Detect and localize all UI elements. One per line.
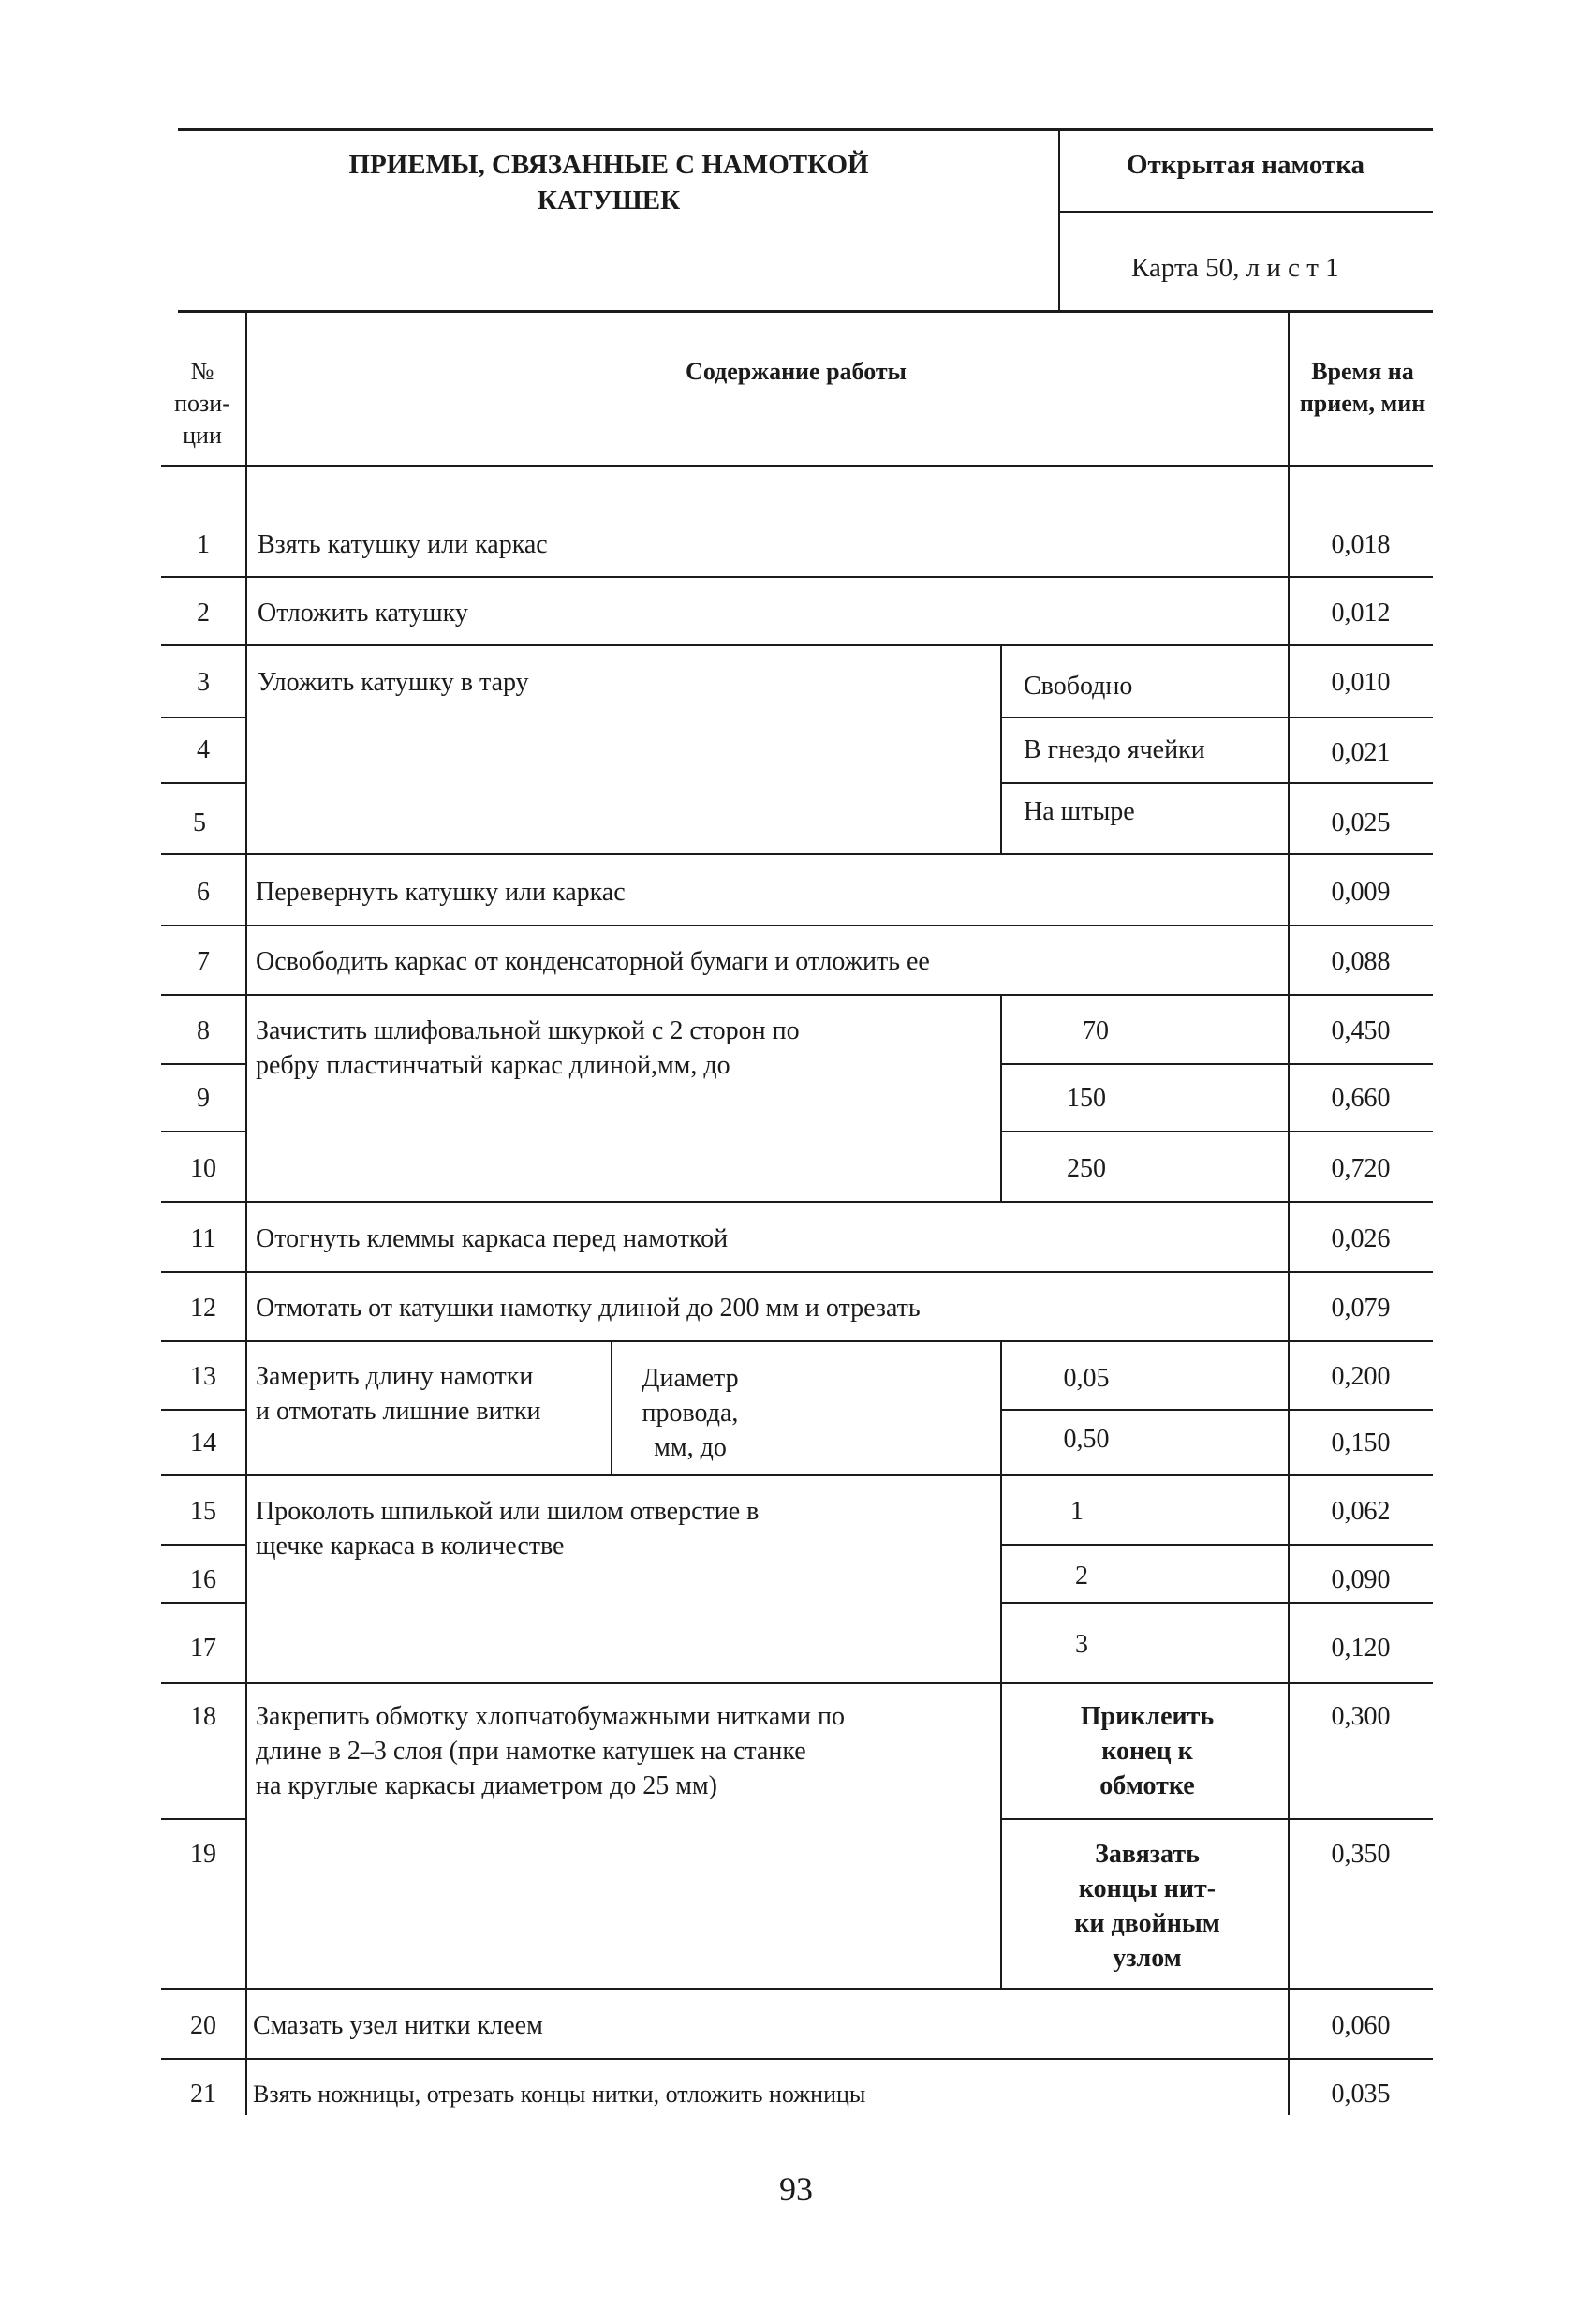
card-number: [1131, 251, 1339, 286]
row-rule-9a: [161, 1131, 247, 1132]
row-rule-10: [161, 1201, 1433, 1203]
row-7-time: 0,088: [1331, 947, 1391, 976]
row-13-number: 13: [190, 1362, 216, 1391]
row-2-number: 2: [197, 599, 210, 628]
row-18-content: Закрепить обмотку хлопчатобумажными нитками по длине в 2–3 слоя (при намотке катушек на станке на круглые каркасы диаметром до 25 мм): [256, 1702, 845, 1800]
header-bottom-rule: [178, 310, 1433, 313]
row-rule-14b: [1000, 1474, 1433, 1476]
row-rule-16b: [1000, 1602, 1433, 1604]
row-12-time: 0,079: [1331, 1294, 1391, 1323]
row-18-time: 0,300: [1331, 1702, 1391, 1731]
row-6-time: 0,009: [1331, 878, 1391, 907]
row-3-content: Уложить катушку в тару: [258, 668, 529, 697]
row-14-time: 0,150: [1331, 1428, 1391, 1458]
row-rule-16a: [161, 1602, 247, 1604]
row-rule-5: [161, 853, 1433, 855]
col-line-time: [1288, 312, 1290, 466]
sub-col-13-14: [611, 1342, 612, 1476]
row-20-number: 20: [190, 2011, 216, 2040]
row-rule-1: [161, 576, 1433, 578]
row-20-content: Смазать узел нитки клеем: [253, 2011, 543, 2040]
row-11-time: 0,026: [1331, 1224, 1391, 1253]
row-5-condition: На штыре: [1024, 797, 1135, 826]
row-11-number: 11: [190, 1224, 216, 1253]
section-title: [309, 147, 908, 218]
row-5-time: 0,025: [1331, 808, 1391, 837]
row-17-number: 17: [190, 1634, 216, 1663]
row-2-content: Отложить катушку: [258, 599, 468, 628]
row-rule-18a: [161, 1818, 247, 1820]
row-rule-13a: [161, 1409, 247, 1411]
row-9-time: 0,660: [1331, 1084, 1391, 1113]
row-17-condition: 3: [1075, 1630, 1088, 1659]
cond-col-8-10: [1000, 996, 1002, 1202]
row-14-condition: 0,50: [1063, 1425, 1110, 1454]
row-1-time: 0,018: [1331, 530, 1391, 559]
row-rule-17: [161, 1682, 1433, 1684]
row-19-condition: Завязать концы нит- ки двойным узлом: [1074, 1840, 1220, 1973]
row-4-number: 4: [197, 735, 210, 764]
row-rule-3b: [1000, 717, 1433, 718]
row-15-condition: 1: [1070, 1497, 1084, 1526]
row-17-time: 0,120: [1331, 1634, 1391, 1663]
row-18-condition: Приклеить конец к обмотке: [1080, 1702, 1215, 1800]
card-label: Карта 50,: [1131, 253, 1240, 283]
row-rule-15b: [1000, 1544, 1433, 1546]
row-rule-3a: [161, 717, 247, 718]
row-18-number: 18: [190, 1702, 216, 1731]
row-20-time: 0,060: [1331, 2011, 1391, 2040]
column-header-rule: [161, 465, 1433, 467]
row-10-time: 0,720: [1331, 1154, 1391, 1183]
row-8-number: 8: [197, 1016, 210, 1045]
body-col-line-pos: [245, 466, 247, 2115]
row-8-time: 0,450: [1331, 1016, 1391, 1045]
row-rule-15a: [161, 1544, 247, 1546]
page-number: 93: [779, 2170, 813, 2208]
row-13-condition: 0,05: [1063, 1364, 1110, 1393]
row-21-time: 0,035: [1331, 2080, 1391, 2109]
row-4-time: 0,021: [1331, 738, 1391, 767]
row-rule-18b: [1000, 1818, 1433, 1820]
row-13-content: Замерить длину намотки и отмотать лишние витки: [256, 1362, 541, 1426]
row-10-number: 10: [190, 1154, 216, 1183]
row-15-content: Проколоть шпилькой или шилом отверстие в щечке каркаса в количестве: [256, 1497, 760, 1561]
row-rule-4b: [1000, 782, 1433, 784]
row-13-time: 0,200: [1331, 1362, 1391, 1391]
row-7-number: 7: [197, 947, 210, 976]
section-title-line2: КАТУШЕК: [537, 185, 681, 215]
row-rule-11: [161, 1271, 1433, 1273]
row-19-time: 0,350: [1331, 1840, 1391, 1869]
row-5-number: 5: [193, 808, 206, 837]
row-rule-20: [161, 2058, 1433, 2060]
row-8-condition: 70: [1083, 1016, 1109, 1045]
row-16-time: 0,090: [1331, 1565, 1391, 1594]
row-2-time: 0,012: [1331, 599, 1391, 628]
column-header-time: Время на прием, мин: [1299, 358, 1426, 417]
row-3-condition: Свободно: [1024, 672, 1133, 701]
row-16-number: 16: [190, 1565, 216, 1594]
row-rule-8a: [161, 1063, 247, 1065]
row-1-content: Взять катушку или каркас: [258, 530, 548, 559]
row-21-number: 21: [190, 2080, 216, 2109]
row-21-content: Взять ножницы, отрезать концы нитки, отложить ножницы: [253, 2080, 866, 2108]
column-header-position: № пози- ции: [174, 358, 230, 449]
row-14-number: 14: [190, 1428, 216, 1458]
sheet-label: л и с т 1: [1246, 253, 1339, 283]
row-16-condition: 2: [1075, 1562, 1088, 1591]
row-rule-9b: [1000, 1131, 1433, 1132]
row-1-number: 1: [197, 530, 210, 559]
row-19-number: 19: [190, 1840, 216, 1869]
section-title-line1: ПРИЕМЫ, СВЯЗАННЫЕ С НАМОТКОЙ: [348, 150, 869, 180]
column-header-content: Содержание работы: [686, 358, 907, 385]
row-rule-12: [161, 1340, 1433, 1342]
row-3-time: 0,010: [1331, 668, 1391, 697]
row-10-condition: 250: [1067, 1154, 1106, 1183]
row-12-content: Отмотать от катушки намотку длиной до 200 мм и отрезать: [256, 1294, 921, 1323]
row-rule-14a: [161, 1474, 1002, 1476]
row-rule-2: [161, 644, 1433, 646]
cond-col-3-5: [1000, 646, 1002, 855]
row-8-content: Зачистить шлифовальной шкуркой с 2 сторон по ребру пластинчатый каркас длиной,мм, до: [256, 1016, 800, 1080]
header-top-rule: [178, 128, 1433, 131]
row-9-condition: 150: [1067, 1084, 1106, 1113]
row-9-number: 9: [197, 1084, 210, 1113]
body-col-line-time: [1288, 466, 1290, 2115]
row-13-subheader: Диаметр провода, мм, до: [642, 1364, 739, 1462]
header-divider: [1058, 128, 1060, 312]
row-6-number: 6: [197, 878, 210, 907]
row-rule-13b: [1000, 1409, 1433, 1411]
row-rule-6: [161, 925, 1433, 926]
row-3-number: 3: [197, 668, 210, 697]
row-7-content: Освободить каркас от конденсаторной бумаги и отложить ее: [256, 947, 930, 976]
winding-type: Открытая намотка: [1126, 150, 1365, 180]
row-15-number: 15: [190, 1497, 216, 1526]
row-15-time: 0,062: [1331, 1497, 1391, 1526]
row-rule-4a: [161, 782, 247, 784]
row-11-content: Отогнуть клеммы каркаса перед намоткой: [256, 1224, 729, 1253]
col-line-pos: [245, 312, 247, 466]
row-4-condition: В гнездо ячейки: [1024, 735, 1205, 764]
cond-col-13-19: [1000, 1342, 1002, 1989]
row-rule-19: [161, 1988, 1433, 1990]
row-12-number: 12: [190, 1294, 216, 1323]
row-rule-8b: [1000, 1063, 1433, 1065]
header-right-rule: [1058, 211, 1433, 213]
row-6-content: Перевернуть катушку или каркас: [256, 878, 626, 907]
row-rule-7: [161, 994, 1433, 996]
